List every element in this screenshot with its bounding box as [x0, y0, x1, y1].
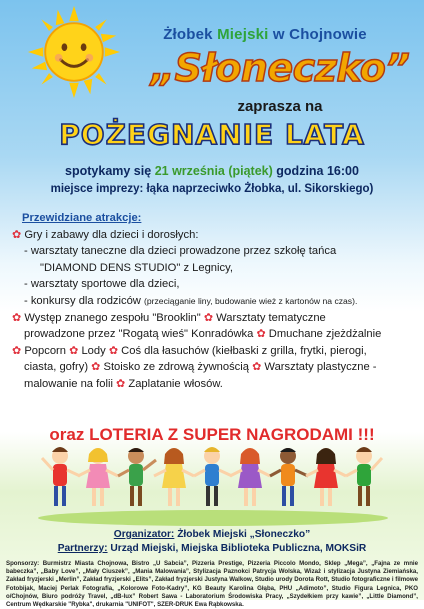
attraction-text: Warsztaty plastyczne - — [264, 361, 377, 374]
attraction-sub: - warsztaty sportowe dla dzieci, — [24, 278, 180, 291]
sponsors-text: Sponsorzy: Burmistrz Miasta Chojnowa, Bistro „U Sabcia”, Pizzeria Prestige, Pizzeria Piccolo Mondo, Sklep „Mega”, „Fajna ze mnie babeczka”, „Baby Love”, „Mały Ciuszek”, „Mania Malowania”, Stylizacja Paznokci Patrycja Wolska, Wizaż i stylizacja Justyna Ziemiańska, Zakład fryzjerski „Merlin”, Zakład fryzjerski „Elits”, Zakład fryzjerski Justyna Walkow, Studio urody Dorota Rott, Studio fotograficzne i filmowe Fotobijak, Maciej Perlak Fotografia, „Kolorowe Foto-Kadry”, KG Beauty Karolina Głąba, PHU „Adimoto”, Studio Figura Legnica, PKO o/Chojnów, Biuro podróży Travel, „dB-lux” Robert Sawa - Laboratorium Środowiska Pracy, „Szydełkiem przy kawie”, „Little Diamond”, Centrum Wędkarskie "Rybka", drukarnia "UNIFOT", SZER-DRUK Ewa Rąbkowska. — [6, 560, 418, 609]
nursery-word-1: Żłobek — [163, 26, 213, 43]
attraction-item — [12, 326, 417, 343]
nursery-name-line — [120, 26, 410, 43]
attraction-text: ciasta, gofry) — [24, 361, 89, 374]
attraction-item — [12, 227, 417, 244]
attraction-text: Dmuchane zjeżdżalnie — [268, 328, 382, 341]
meeting-prefix: spotykamy się — [65, 164, 152, 178]
attractions-list — [12, 210, 417, 393]
attraction-note: (przeciąganie liny, budowanie wież z kartonów na czas). — [144, 295, 358, 306]
organizer-block — [0, 528, 424, 556]
invites-text: zaprasza na — [237, 98, 323, 115]
flower-icon: ✿ — [12, 344, 22, 357]
partners-line — [0, 542, 424, 556]
attractions-heading: Przewidziane atrakcje: — [22, 212, 142, 224]
organizer-line — [0, 528, 424, 542]
partners-value: Urząd Miejski, Miejska Biblioteka Publiczna, MOKSiR — [110, 543, 367, 554]
flower-icon: ✿ — [69, 344, 79, 357]
event-title: POŻEGNANIE LATA — [59, 118, 365, 151]
meeting-date: 21 września (piątek) — [154, 164, 273, 178]
children-illustration — [38, 442, 388, 522]
flower-icon: ✿ — [116, 377, 126, 390]
lottery-prefix: oraz — [49, 425, 85, 444]
partners-label: Partnerzy: — [57, 543, 108, 554]
attraction-text: - konkursy dla rodziców — [24, 294, 141, 307]
organizer-value: Żłobek Miejski „Słoneczko” — [177, 529, 311, 540]
sun-icon — [26, 4, 122, 100]
attraction-sub: "DIAMOND DENS STUDIO" z Legnicy, — [40, 261, 233, 274]
attraction-text: Coś dla łasuchów (kiełbaski z grilla, frytki, pierogi, — [121, 344, 367, 357]
attraction-text: Zaplatanie włosów. — [128, 377, 223, 390]
attraction-item — [12, 343, 417, 360]
meeting-place: miejsce imprezy: łąka naprzeciwko Żłobka, ul. Sikorskiego) — [50, 183, 374, 195]
attraction-text: Stoisko ze zdrową żywnością — [103, 361, 249, 374]
attraction-sub: - warsztaty taneczne dla dzieci prowadzone przez szkołę tańca — [24, 245, 337, 258]
attraction-text: Warsztaty tematyczne — [216, 311, 326, 324]
child-figures — [42, 447, 382, 506]
attraction-text: malowanie na folii — [24, 377, 113, 390]
attraction-text: Gry i zabawy dla dzieci i dorosłych: — [24, 228, 199, 241]
nursery-logo-name: „Słoneczko” — [150, 46, 410, 90]
attraction-text: Popcorn — [24, 344, 66, 357]
lottery-text: LOTERIA Z SUPER NAGRODAMI !!! — [89, 425, 375, 444]
attraction-item — [12, 376, 417, 393]
attraction-item — [12, 359, 417, 376]
nursery-word-3: w Chojnowie — [272, 26, 367, 43]
attraction-text: prowadzone przez "Rogatą wieś" Konradówka — [24, 328, 254, 341]
nursery-word-2: Miejski — [217, 26, 269, 43]
meeting-date-line — [0, 164, 424, 178]
flower-icon: ✿ — [12, 311, 22, 324]
attraction-sub — [12, 293, 417, 310]
flower-icon: ✿ — [108, 344, 119, 357]
attraction-text: Lody — [81, 344, 106, 357]
flower-icon: ✿ — [12, 228, 22, 241]
meeting-time: godzina 16:00 — [276, 164, 359, 178]
organizer-label: Organizator: — [113, 529, 175, 540]
flower-icon: ✿ — [91, 361, 101, 374]
attraction-item — [12, 310, 417, 327]
flower-icon: ✿ — [252, 361, 262, 374]
attraction-text: Występ znanego zespołu "Brooklin" — [24, 311, 201, 324]
flower-icon: ✿ — [203, 311, 214, 324]
flower-icon: ✿ — [256, 328, 266, 341]
